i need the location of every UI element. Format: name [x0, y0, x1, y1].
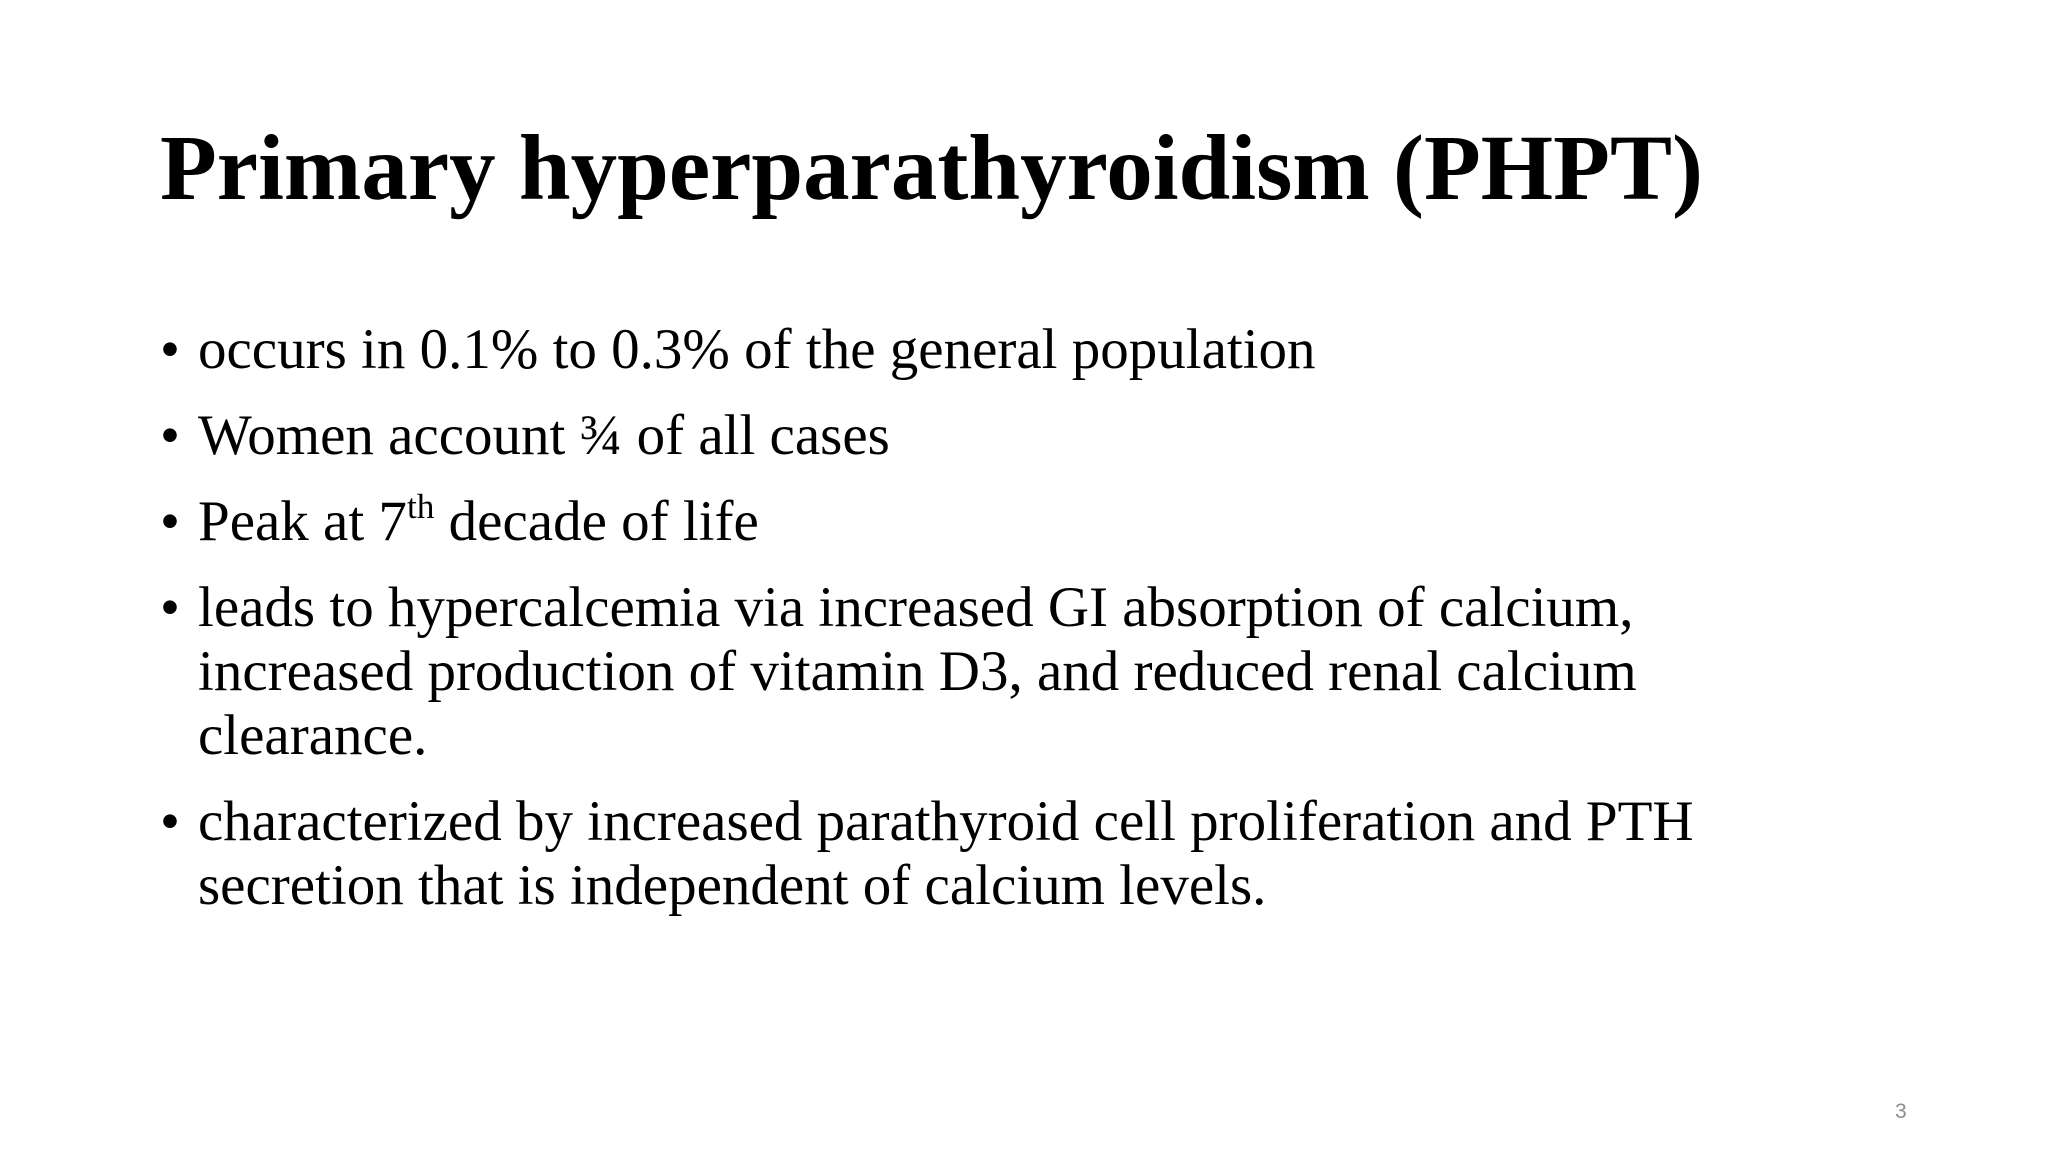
bullet-item [160, 404, 1860, 468]
bullet-dot: • [160, 404, 180, 467]
bullet-text: characterized by increased parathyroid cell proliferation and PTH secretion that is independent of calcium levels. [198, 790, 1694, 917]
bullet-text: leads to hypercalcemia via increased GI absorption of calcium, increased production of vitamin D3, and reduced renal calcium clearance. [198, 576, 1637, 767]
bullet-item [160, 790, 1860, 918]
bullet-item [160, 487, 1860, 554]
slide-title: Primary hyperparathyroidism (PHPT) [160, 117, 1703, 220]
bullet-dot: • [160, 318, 180, 381]
bullet-item [160, 318, 1860, 382]
bullet-item [160, 576, 1860, 768]
bullet-list [160, 318, 1860, 940]
bullet-text: occurs in 0.1% to 0.3% of the general population [198, 318, 1316, 381]
ordinal-superscript: th [406, 487, 435, 527]
bullet-dot: • [160, 490, 180, 553]
bullet-text-before: Peak at 7 [198, 490, 407, 553]
bullet-text: Women account ¾ of all cases [198, 404, 890, 467]
bullet-dot: • [160, 576, 180, 639]
bullet-dot: • [160, 790, 180, 853]
bullet-text-after: decade of life [434, 490, 759, 553]
page-number: 3 [1895, 1100, 1907, 1123]
